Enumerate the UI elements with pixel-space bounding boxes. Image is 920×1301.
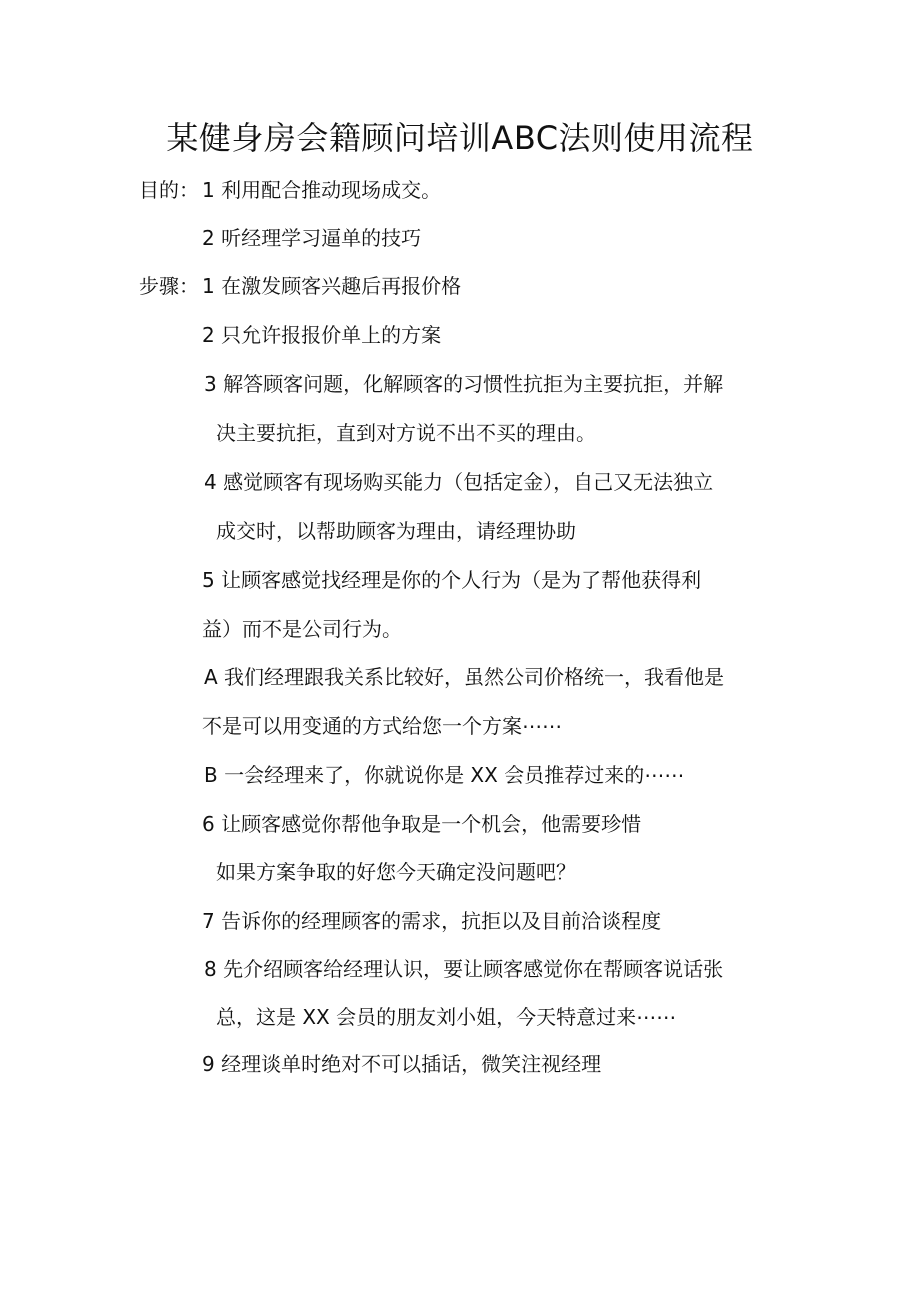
step-line: 8 先介绍顾客给经理认识，要让顾客感觉你在帮顾客说话张 bbox=[204, 957, 724, 981]
purpose-item-1: 1 利用配合推动现场成交。 bbox=[202, 178, 442, 202]
purpose-label: 目的： bbox=[139, 178, 199, 202]
step-line: 9 经理谈单时绝对不可以插话，微笑注视经理 bbox=[202, 1052, 602, 1076]
step-line: 7 告诉你的经理顾客的需求，抗拒以及目前洽谈程度 bbox=[202, 909, 662, 933]
step-line: 如果方案争取的好您今天确定没问题吧？ bbox=[216, 860, 576, 884]
step-line: 决主要抗拒，直到对方说不出不买的理由。 bbox=[216, 421, 596, 445]
step-line: 4 感觉顾客有现场购买能力（包括定金），自己又无法独立 bbox=[204, 470, 714, 494]
step-line: 益）而不是公司行为。 bbox=[202, 617, 402, 641]
step-line: 2 只允许报报价单上的方案 bbox=[202, 323, 442, 347]
step-line: 5 让顾客感觉找经理是你的个人行为（是为了帮他获得利 bbox=[202, 568, 702, 592]
step-line: B 一会经理来了，你就说你是 XX 会员推荐过来的⋯⋯ bbox=[204, 763, 685, 787]
step-line: A 我们经理跟我关系比较好，虽然公司价格统一，我看他是 bbox=[204, 665, 725, 689]
purpose-item-2: 2 听经理学习逼单的技巧 bbox=[202, 226, 422, 250]
step-line: 成交时，以帮助顾客为理由，请经理协助 bbox=[216, 519, 576, 543]
step-line: 3 解答顾客问题，化解顾客的习惯性抗拒为主要抗拒，并解 bbox=[204, 372, 724, 396]
step-line: 总，这是 XX 会员的朋友刘小姐，今天特意过来⋯⋯ bbox=[216, 1005, 677, 1029]
step-line: 1 在激发顾客兴趣后再报价格 bbox=[202, 274, 462, 298]
step-line: 不是可以用变通的方式给您一个方案⋯⋯ bbox=[202, 714, 562, 738]
steps-label: 步骤： bbox=[139, 274, 199, 298]
page-title: 某健身房会籍顾问培训ABC法则使用流程 bbox=[166, 119, 754, 157]
step-line: 6 让顾客感觉你帮他争取是一个机会，他需要珍惜 bbox=[202, 812, 642, 836]
